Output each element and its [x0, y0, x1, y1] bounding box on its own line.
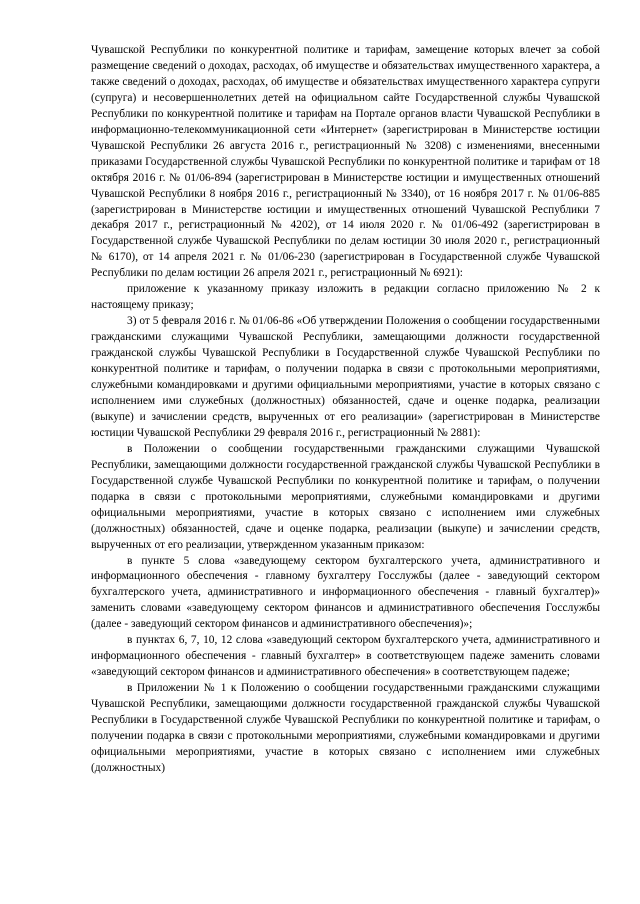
document-body: [91, 43, 600, 777]
paragraph-2: приложение к указанному приказу изложить в редакции согласно приложению № 2 к настоящему приказу;: [91, 283, 600, 312]
paragraph-1: Чувашской Республики по конкурентной политике и тарифам, замещение которых влечет за собой размещение сведений о доходах, расходах, об имуществе и обязательствах имущественного характера, а также сведений о доходах, расходах, об имуществе и обязательствах имущественного характера супруги (супруга) и несовершеннолетних детей на официальном сайте Государственной службы Чувашской Республики по конкурентной политике и тарифам на Портале органов власти Чувашской Республики в информационно-телекоммуникационной сети «Интернет» (зарегистрирован в Министерстве юстиции Чувашской Республики 26 августа 2016 г., регистрационный № 3208) с изменениями, внесенными приказами Государственной службы Чувашской Республики по конкурентной политике и тарифам от 18 октября 2016 г. № 01/06-894 (зарегистрирован в Министерстве юстиции и имущественных отношений Чувашской Республики 8 ноября 2016 г., регистрационный № 3340), от 16 ноября 2017 г. № 01/06-885 (зарегистрирован в Министерстве юстиции и имущественных отношений Чувашской Республики 7 декабря 2017 г., регистрационный № 4202), от 14 июля 2020 г. № 01/06-492 (зарегистрирован в Государственной службе Чувашской Республики по делам юстиции 30 июля 2020 г., регистрационный № 6170), от 14 апреля 2021 г. № 01/06-230 (зарегистрирован в Государственной службе Чувашской Республики по делам юстиции 26 апреля 2021 г., регистрационный № 6921):: [91, 44, 600, 280]
paragraph-6: в пунктах 6, 7, 10, 12 слова «заведующий сектором бухгалтерского учета, административного и информационного обеспечения - главный бухгалтер» в соответствующем падеже заменить словами «заведующий сектором финансов и административного обеспечения» в соответствующем падеже;: [91, 634, 600, 679]
paragraph-3: 3) от 5 февраля 2016 г. № 01/06-86 «Об утверждении Положения о сообщении государственными гражданскими служащими Чувашской Республики, замещающими должности государственной гражданской службы Чувашской Республики в Государственной службе Чувашской Республики по конкурентной политике и тарифам, о получении подарка в связи с протокольными мероприятиями, служебными командировками и другими официальными мероприятиями, участие в которых связано с исполнением ими служебных (должностных) обязанностей, сдаче и оценке подарка, реализации (выкупе) и зачислении средств, вырученных от его реализации» (зарегистрирован в Министерстве юстиции Чувашской Республики 29 февраля 2016 г., регистрационный № 2881):: [91, 315, 600, 439]
paragraph-5: в пункте 5 слова «заведующему сектором бухгалтерского учета, административного и информационного обеспечения - главному бухгалтеру Госслужбы (далее - заведующий сектором бухгалтерского учета, административного и информационного обеспечения - главный бухгалтер)» заменить словами «заведующему сектором финансов и административного обеспечения Госслужбы (далее - заведующий сектором финансов и административного обеспечения)»;: [91, 554, 600, 631]
paragraph-4: в Положении о сообщении государственными гражданскими служащими Чувашской Республики, замещающими должности государственной гражданской службы Чувашской Республики в Государственной службе Чувашской Республики по конкурентной политике и тарифам, о получении подарка в связи с протокольными мероприятиями, служебными командировками и другими официальными мероприятиями, участие в которых связано с исполнением ими служебных (должностных) обязанностей, сдаче и оценке подарка, реализации (выкупе) и зачислении средств, вырученных от его реализации, утвержденном указанным приказом:: [91, 442, 600, 551]
paragraph-7: в Приложении № 1 к Положению о сообщении государственными гражданскими служащими Чувашской Республики, замещающими должности государственной гражданской службы Чувашской Республики в Государственной службе Чувашской Республики по конкурентной политике и тарифам, о получении подарка в связи с протокольными мероприятиями, служебными командировками и другими официальными мероприятиями, участие в которых связано с исполнением ими служебных (должностных): [91, 682, 600, 774]
